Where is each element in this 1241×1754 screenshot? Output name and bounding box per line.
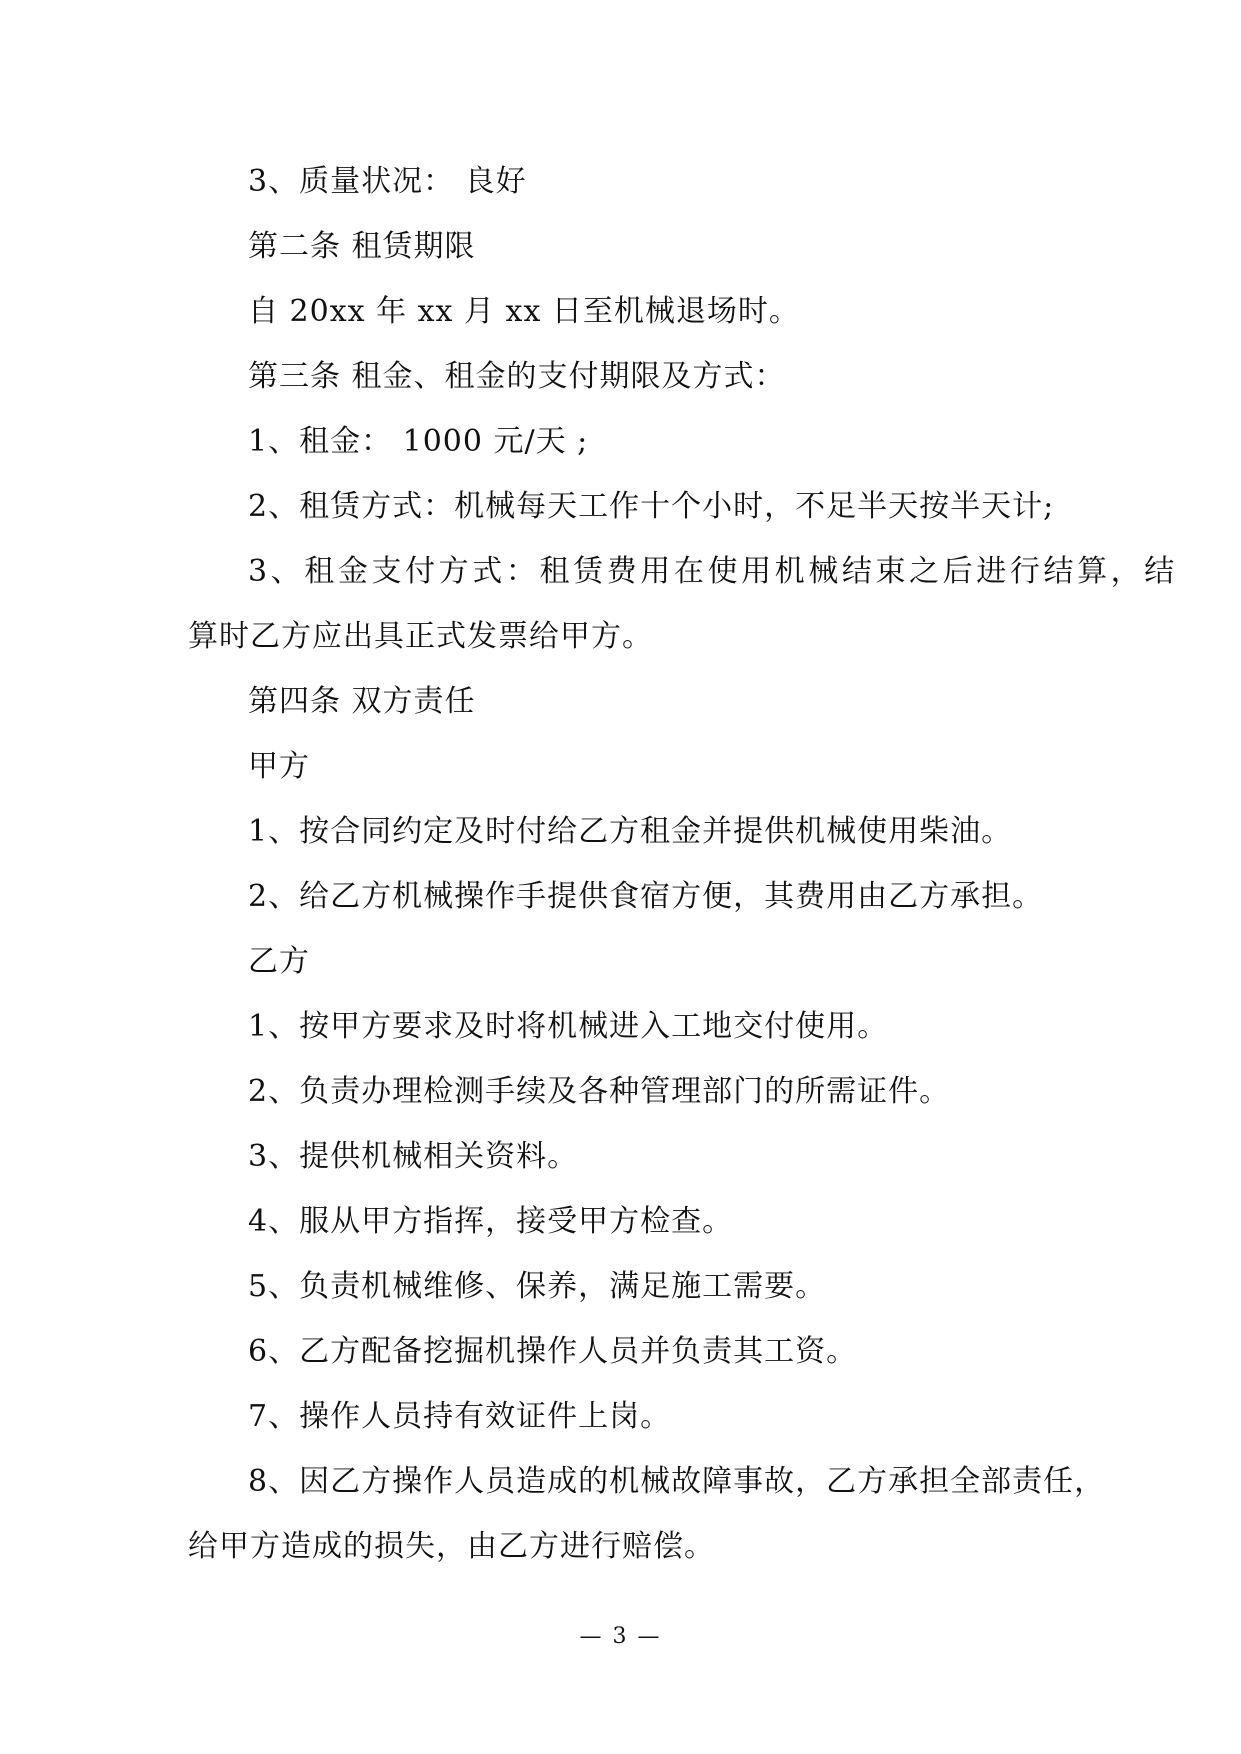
- party-b-item: 3、提供机械相关资料。: [248, 1139, 579, 1174]
- article-three-heading: 第三条 租金、租金的支付期限及方式：: [248, 359, 786, 394]
- party-b-item: 1、按甲方要求及时将机械进入工地交付使用。: [248, 1009, 889, 1044]
- party-b-heading: 乙方: [248, 944, 310, 979]
- party-b-item: 2、负责办理检测手续及各种管理部门的所需证件。: [248, 1074, 951, 1109]
- article-four-heading: 第四条 双方责任: [248, 684, 476, 719]
- party-a-heading: 甲方: [248, 749, 310, 784]
- rent-amount-line: 1、租金： 1000 元/天 ;: [248, 424, 589, 459]
- payment-method-continuation: 算时乙方应出具正式发票给甲方。: [188, 619, 653, 654]
- party-b-item: 4、服从甲方指挥，接受甲方检查。: [248, 1204, 734, 1239]
- party-a-item: 2、给乙方机械操作手提供食宿方便，其费用由乙方承担。: [248, 879, 1044, 914]
- page-number: — 3 —: [579, 1624, 662, 1649]
- quality-status-line: 3、质量状况： 良好: [248, 164, 527, 199]
- party-b-item: 8、因乙方操作人员造成的机械故障事故，乙方承担全部责任，: [248, 1464, 1106, 1499]
- lease-term-line: 自 20xx 年 xx 月 xx 日至机械退场时。: [248, 294, 800, 329]
- party-b-item: 6、乙方配备挖掘机操作人员并负责其工资。: [248, 1334, 858, 1369]
- party-b-item-continuation: 给甲方造成的损失，由乙方进行赔偿。: [188, 1529, 715, 1564]
- article-two-heading: 第二条 租赁期限: [248, 229, 476, 264]
- lease-method-line: 2、租赁方式：机械每天工作十个小时，不足半天按半天计;: [248, 489, 1055, 524]
- party-a-item: 1、按合同约定及时付给乙方租金并提供机械使用柴油。: [248, 814, 1013, 849]
- party-b-item: 5、负责机械维修、保养，满足施工需要。: [248, 1269, 827, 1304]
- payment-method-line: 3、租金支付方式：租赁费用在使用机械结束之后进行结算，结: [248, 554, 1178, 589]
- party-b-item: 7、操作人员持有效证件上岗。: [248, 1399, 672, 1434]
